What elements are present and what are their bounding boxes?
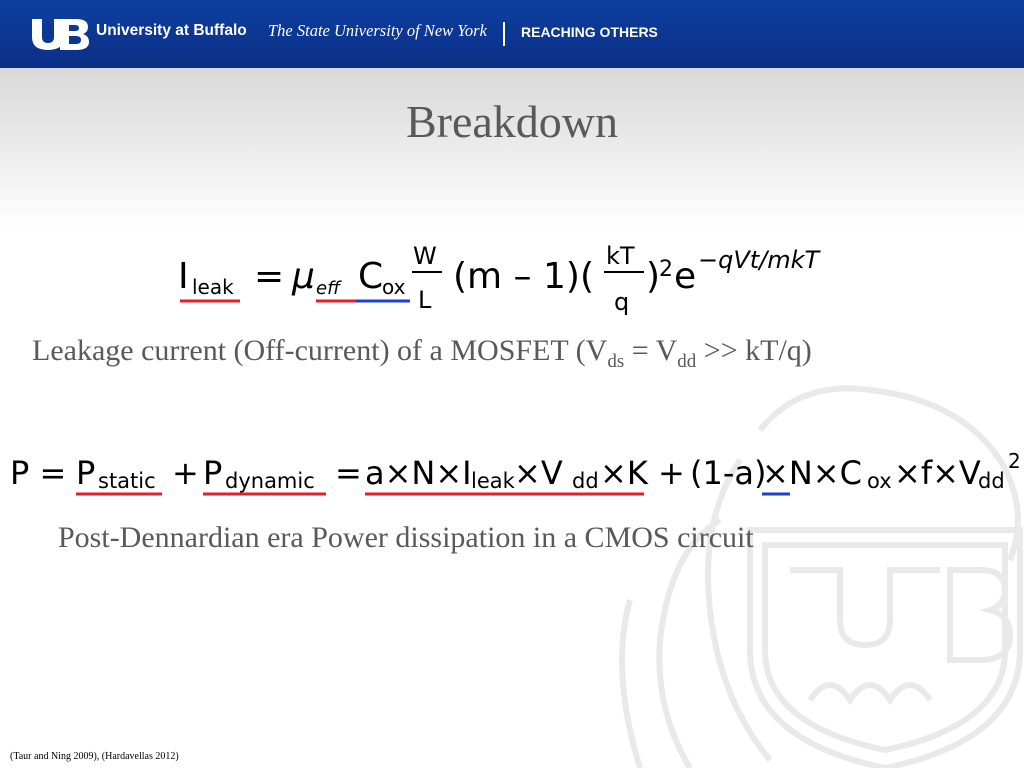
caption1-part-c: >> kT/q)	[696, 334, 812, 367]
caption1-part-a: Leakage current (Off-current) of a MOSFET (V	[32, 334, 608, 367]
f2-dd2-subscript: dd	[978, 469, 1005, 493]
brand-name: University at Buffalo	[96, 22, 247, 39]
f2-square: 2	[1008, 449, 1021, 473]
tagline: REACHING OTHERS	[521, 24, 658, 40]
ub-logo-icon	[30, 17, 90, 51]
f2-term1a: a×N×I	[365, 454, 472, 492]
f2-term1c: ×K	[600, 454, 648, 492]
f2-p-equals: P =	[10, 454, 67, 492]
formula-kt: kT	[606, 242, 635, 270]
power-caption: Post-Dennardian era Power dissipation in a CMOS circuit	[58, 521, 754, 554]
formula-w: W	[413, 242, 437, 270]
f2-static-subscript: static	[98, 469, 156, 493]
power-dissipation-formula	[10, 448, 1024, 498]
header-gradient	[0, 68, 1024, 228]
caption1-part-b: = V	[624, 334, 678, 367]
formula-l: L	[418, 286, 432, 314]
formula-e: e	[674, 256, 697, 297]
reference-footnote: (Taur and Ning 2009), (Hardavellas 2012)	[10, 751, 179, 762]
f2-dd1-subscript: dd	[572, 469, 599, 493]
formula-ox-subscript: ox	[382, 275, 406, 299]
f2-term1b: ×V	[514, 454, 563, 492]
caption1-dd: dd	[677, 351, 697, 372]
formula-square: 2	[659, 257, 673, 282]
formula-leak-subscript: leak	[192, 275, 234, 299]
formula-equals: =	[254, 256, 285, 297]
formula-q: q	[614, 288, 630, 316]
brand-subtitle: The State University of New York	[268, 21, 487, 40]
header-banner	[0, 0, 1024, 68]
leakage-current-formula	[178, 238, 868, 318]
caption1-ds: ds	[607, 351, 625, 372]
f2-plus-1: +	[172, 454, 199, 492]
f2-p-static: P	[76, 454, 96, 492]
formula-c: C	[358, 256, 384, 297]
formula-exponent: −qVt/mkT	[698, 246, 820, 274]
f2-p-dynamic: P	[203, 454, 223, 492]
slide-title: Breakdown	[405, 96, 619, 147]
leakage-caption	[32, 334, 812, 373]
f2-leak-subscript: leak	[471, 469, 515, 493]
formula-mu: μ	[292, 256, 315, 297]
f2-term2a: (1-a)	[690, 454, 767, 492]
f2-ox-subscript: ox	[867, 469, 892, 493]
ub-seal-watermark-icon	[590, 370, 1024, 768]
formula-eff-subscript: eff	[316, 278, 341, 299]
f2-term2c: ×f×V	[894, 454, 981, 492]
formula-close-paren: )	[646, 256, 661, 297]
f2-dynamic-subscript: dynamic	[225, 469, 315, 493]
formula-m-term: (m – 1)(	[453, 256, 594, 297]
formula-i: I	[178, 256, 189, 297]
f2-equals: =	[335, 454, 362, 492]
f2-plus-2: +	[658, 454, 685, 492]
header-divider	[503, 22, 505, 46]
f2-term2b: ×N×C	[762, 454, 862, 492]
